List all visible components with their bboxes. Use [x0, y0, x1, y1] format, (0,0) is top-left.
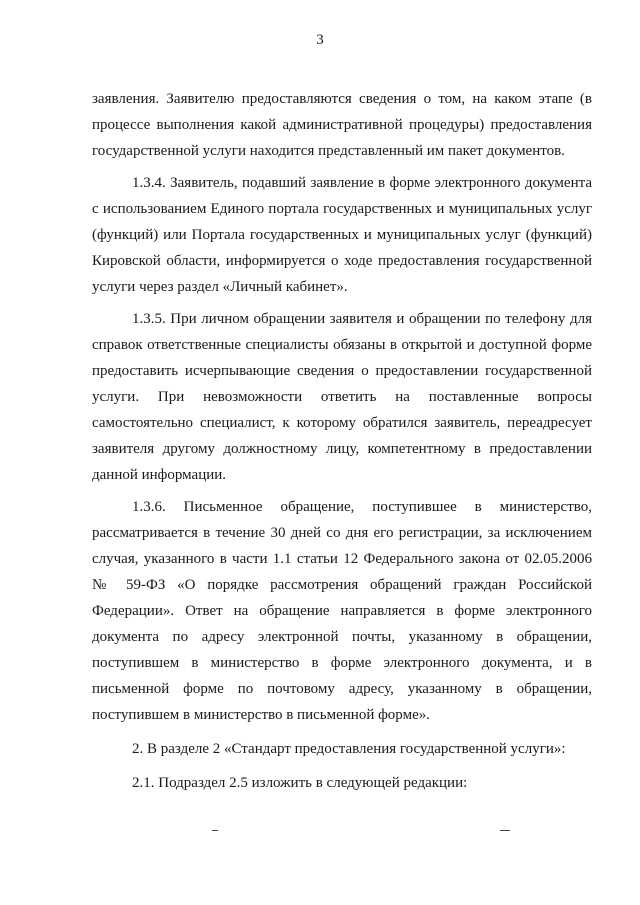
paragraph-2-1: 2.1. Подраздел 2.5 изложить в следующей редакции: [132, 775, 468, 791]
paragraph-1-3-6: 1.3.6. Письменное обращение, поступившее в министерство, рассматривается в течение 30 дней со дня его регистрации, за исключением случая, указанного в части 1.1 статьи 12 Федерального закона от 02.05.2006 № 59-ФЗ «О порядке рассмотрения обращений граждан Российской Федерации». Ответ на обращение направляется в форме электронного документа по адресу электронной почты, указанному в обращении, поступившем в министерство в форме электронного документа, и в письменной форме по почтовому адресу, указанному в обращении, поступившем в министерство в письменной форме». [92, 499, 592, 723]
paragraph-1-3-4: 1.3.4. Заявитель, подавший заявление в форме электронного документа с использованием Единого портала государственных и муниципальных услуг (функций) или Портала государственных и муниципальных услуг (функций) Кировской области, информируется о ходе предоставления государственной услуги через раздел «Личный кабинет». [92, 175, 592, 295]
document-body [92, 86, 592, 796]
paragraph-continuation: заявления. Заявителю предоставляются сведения о том, на каком этапе (в процессе выполнения какой административной процедуры) предоставления государственной услуги находится представленный им пакет документов. [92, 91, 592, 159]
paragraph-1-3-5: 1.3.5. При личном обращении заявителя и обращении по телефону для справок ответственные специалисты обязаны в открытой и доступной форме предоставить исчерпывающие сведения о предоставлении государственной услуги. При невозможности ответить на поставленные вопросы самостоятельно специалист, к которому обратился заявитель, переадресует заявителя другому должностному лицу, компетентному в предоставлении данной информации. [92, 311, 592, 483]
paragraph-section-2: 2. В разделе 2 «Стандарт предоставления государственной услуги»: [132, 741, 566, 757]
scan-mark [212, 830, 218, 831]
scan-mark [500, 830, 510, 831]
page-number: 3 [316, 32, 324, 48]
